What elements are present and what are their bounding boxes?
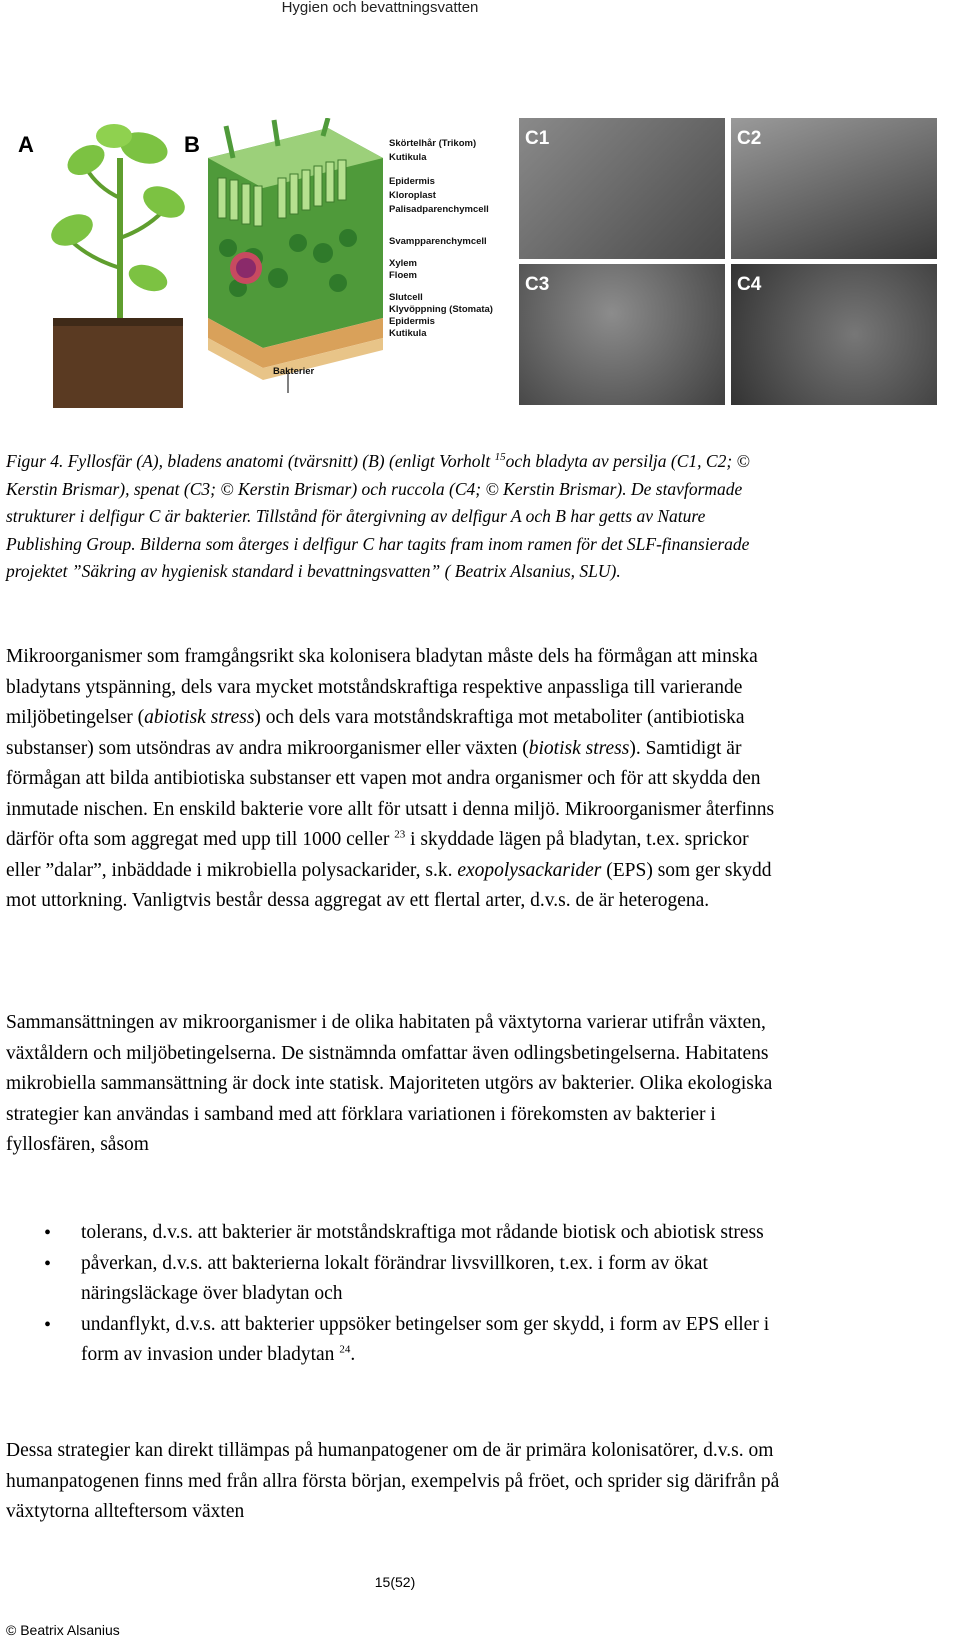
label-trichome: Skörtelhår (Trikom)	[389, 138, 477, 149]
footer-copyright: © Beatrix Alsanius	[6, 1622, 120, 1638]
paragraph-1: Mikroorganismer som framgångsrikt ska kolonisera bladytan måste dels ha förmågan att minska bladytans ytspänning, dels vara mycket motståndskraftiga respektive anpassliga till varierande miljöbetingelser (abiotisk stress) och dels vara motståndskraftiga mot metaboliter (antibiotiska substanser) som utsöndras av andra mikroorganismer eller växten (biotisk stress). Samtidigt är förmågan att bilda antibiotiska substanser ett vapen mot andra organismer och för att skydda den inmutade nischen. En enskild bakterie vore allt för utsatt i denna miljö. Mikroorganismer återfinns därför ofta som aggregat med upp till 1000 celler $^{23}$ i skyddade lägen på bladytan, t.ex. sprickor eller ”dalar”, inbäddade i mikrobiella polysackarider, s.k. exopolysackarider (EPS) som ger skydd mot uttorkning. Vanligtvis består dessa aggregat av ett flertal arter, d.v.s. de är heterogena.	[6, 646, 775, 911]
micrograph-c2: C2	[731, 118, 937, 259]
micrograph-c4: C4	[731, 264, 937, 405]
label-spongy: Svampparenchymcell	[389, 236, 487, 247]
label-guard-cell: Slutcell	[389, 292, 423, 303]
list-item: • undanflykt, d.v.s. att bakterier uppsöker betingelser som ger skydd, i form av EPS eller i form av invasion under bladytan $^{24}$.	[6, 1310, 786, 1371]
figure-4	[18, 118, 958, 408]
label-palisade: Palisadparenchymcell	[389, 204, 489, 215]
plant-illustration	[48, 118, 188, 408]
panel-b-label: B	[184, 132, 200, 157]
reference-23: 23	[394, 828, 406, 841]
micrograph-c1: C1	[519, 118, 725, 259]
bullet-icon: •	[44, 1252, 52, 1275]
page-number: 15(52)	[374, 1574, 416, 1590]
label-xylem: Xylem	[389, 258, 417, 269]
list-item: • tolerans, d.v.s. att bakterier är motståndskraftiga mot rådande biotisk och abiotisk stress	[6, 1218, 786, 1249]
caption-reference: 15	[494, 451, 506, 464]
label-stomata: Klyvöppning (Stomata)	[389, 304, 493, 315]
paragraph-2: Sammansättningen av mikroorganismer i de olika habitaten på växtytorna varierar utifrån växten, växtåldern och miljöbetingelserna. De sistnämnda omfattar även odlingsbetingelserna. Habitatens mikrobiella sammansättning är dock inte statisk. Majoriteten utgörs av bakterier. Olika ekologiska strategier kan användas i samband med att förklara variationen i förekomsten av bakterier i fyllosfären, såsom	[6, 1012, 773, 1155]
list-item: • påverkan, d.v.s. att bakterierna lokalt förändrar livsvillkoren, t.ex. i form av ökat näringsläckage över bladytan och	[6, 1249, 786, 1310]
label-cuticle-top: Kutikula	[389, 152, 427, 163]
leaf-cross-section	[198, 118, 388, 408]
bullet-icon: •	[44, 1222, 52, 1244]
label-epidermis-bottom: Epidermis	[389, 316, 435, 327]
label-cuticle-bottom: Kutikula	[389, 328, 427, 339]
label-epidermis-top: Epidermis	[389, 176, 435, 187]
running-header: Hygien och bevattningsvatten	[281, 0, 479, 16]
label-bacteria: Bakterier	[273, 366, 315, 377]
panel-a-label: A	[18, 132, 34, 157]
label-chloroplast: Kloroplast	[389, 190, 436, 201]
strategy-list	[6, 1218, 786, 1371]
reference-24: 24	[339, 1343, 351, 1356]
micrograph-c3: C3	[519, 264, 725, 405]
bullet-icon: •	[44, 1313, 52, 1336]
label-phloem: Floem	[389, 270, 417, 281]
paragraph-3: Dessa strategier kan direkt tillämpas på humanpatogener om de är primära kolonisatörer, d.v.s. om humanpatogenen finns med från allra första början, exempelvis på fröet, och sprider sig därifrån på växtytorna allteftersom växten	[6, 1440, 780, 1522]
figure-caption: Figur 4. Fyllosfär (A), bladens anatomi (tvärsnitt) (B) (enligt Vorholt $^{15}$och bladyta av persilja (C1, C2; © Kerstin Brismar), spenat (C3; © Kerstin Brismar) och ruccola (C4; © Kerstin Brismar). De stavformade strukturer i delfigur C är bakterier. Tillstånd för återgivning av delfigur A och B har getts av Nature Publishing Group. Bilderna som återges i delfigur C har tagits fram inom ramen för det SLF-finansierade projektet ”Säkring av hygienisk standard i bevattningsvatten” ( Beatrix Alsanius, SLU).	[6, 451, 750, 581]
